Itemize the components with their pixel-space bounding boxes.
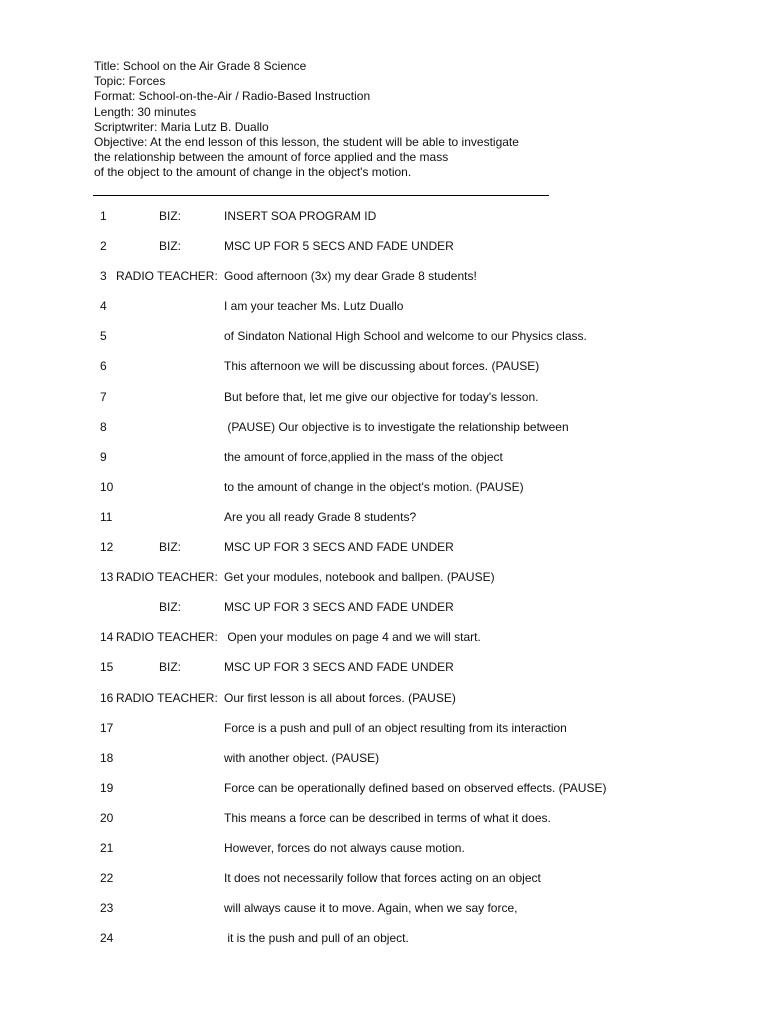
- script-line-text: (PAUSE) Our objective is to investigate the relationship between: [224, 419, 569, 434]
- line-number: 24: [100, 931, 114, 946]
- speaker-label: RADIO TEACHER:: [116, 630, 218, 645]
- line-number: 1: [100, 209, 107, 223]
- script-row: [0, 600, 768, 630]
- title-line: Title: School on the Air Grade 8 Science: [94, 59, 307, 73]
- script-line-text: This means a force can be described in terms of what it does.: [224, 810, 551, 825]
- line-number: 5: [100, 329, 107, 344]
- line-number: 8: [100, 419, 107, 434]
- script-row: [0, 510, 768, 540]
- objective-line-2: the relationship between the amount of force applied and the mass: [94, 150, 449, 165]
- script-line-text: MSC UP FOR 3 SECS AND FADE UNDER: [224, 540, 454, 555]
- script-line-text: Force is a push and pull of an object resulting from its interaction: [224, 720, 567, 735]
- script-row: [0, 269, 768, 299]
- objective-line-3: of the object to the amount of change in the object's motion.: [94, 165, 412, 180]
- script-row: [0, 329, 768, 359]
- script-row: [0, 931, 768, 961]
- script-line-text: It does not necessarily follow that forces acting on an object: [224, 871, 541, 886]
- script-row: [0, 871, 768, 901]
- line-number: 10: [100, 479, 114, 494]
- script-row: [0, 209, 768, 239]
- script-row: [0, 480, 768, 510]
- script-row: [0, 420, 768, 450]
- speaker-label: BIZ:: [159, 600, 182, 615]
- line-number: 11: [100, 509, 113, 524]
- script-line-text: to the amount of change in the object's motion. (PAUSE): [224, 479, 524, 494]
- script-line-text: will always cause it to move. Again, when we say force,: [224, 901, 518, 916]
- line-number: 16: [100, 690, 114, 705]
- script-line-text: Force can be operationally defined based on observed effects. (PAUSE): [224, 780, 607, 795]
- script-header: [94, 59, 654, 181]
- script-line-text: MSC UP FOR 3 SECS AND FADE UNDER: [224, 660, 454, 675]
- header-divider: [93, 195, 549, 196]
- line-number: 19: [100, 780, 114, 795]
- line-number: 6: [100, 359, 107, 374]
- script-row: [0, 751, 768, 781]
- line-number: 2: [100, 239, 107, 254]
- topic-line: Topic: Forces: [94, 74, 166, 89]
- line-number: 9: [100, 449, 107, 464]
- script-line-text: But before that, let me give our objective for today's lesson.: [224, 389, 539, 404]
- script-line-text: Are you all ready Grade 8 students?: [224, 509, 417, 524]
- line-number: 21: [100, 840, 114, 855]
- script-line-text: INSERT SOA PROGRAM ID: [224, 209, 377, 223]
- script-row: [0, 299, 768, 329]
- script-row: [0, 781, 768, 811]
- line-number: 17: [100, 720, 114, 735]
- line-number: 18: [100, 750, 114, 765]
- script-line-text: with another object. (PAUSE): [224, 750, 380, 765]
- script-line-text: of Sindaton National High School and welcome to our Physics class.: [224, 329, 587, 344]
- script-line-text: I am your teacher Ms. Lutz Duallo: [224, 299, 404, 314]
- line-number: 14: [100, 630, 114, 645]
- script-row: [0, 721, 768, 751]
- script-row: [0, 390, 768, 420]
- format-line: Format: School-on-the-Air / Radio-Based Instruction: [94, 89, 371, 104]
- length-line: Length: 30 minutes: [94, 104, 197, 119]
- speaker-label: RADIO TEACHER:: [116, 570, 218, 585]
- script-row: [0, 841, 768, 871]
- script-row: [0, 630, 768, 660]
- script-line-text: Open your modules on page 4 and we will start.: [224, 630, 481, 645]
- script-row: [0, 570, 768, 600]
- script-row: [0, 691, 768, 721]
- line-number: 20: [100, 810, 114, 825]
- line-number: 23: [100, 901, 114, 916]
- speaker-label: RADIO TEACHER:: [116, 269, 218, 284]
- line-number: 4: [100, 299, 107, 314]
- speaker-label: BIZ:: [159, 540, 182, 555]
- script-row: [0, 450, 768, 480]
- script-line-text: Our first lesson is all about forces. (PAUSE): [224, 690, 456, 705]
- script-line-text: Get your modules, notebook and ballpen. (PAUSE): [224, 570, 495, 585]
- script-line-text: Good afternoon (3x) my dear Grade 8 students!: [224, 269, 477, 284]
- line-number: 22: [100, 871, 114, 886]
- speaker-label: BIZ:: [159, 660, 182, 675]
- script-row: [0, 540, 768, 570]
- script-row: [0, 811, 768, 841]
- script-row: [0, 660, 768, 690]
- line-number: 3: [100, 269, 107, 284]
- speaker-label: BIZ:: [159, 209, 182, 223]
- script-body: [0, 209, 768, 961]
- script-line-text: However, forces do not always cause motion.: [224, 840, 465, 855]
- speaker-label: BIZ:: [159, 239, 182, 254]
- line-number: 7: [100, 389, 107, 404]
- script-line-text: MSC UP FOR 3 SECS AND FADE UNDER: [224, 600, 454, 615]
- script-row: [0, 359, 768, 389]
- objective-line-1: Objective: At the end lesson of this lesson, the student will be able to investigate: [94, 135, 519, 150]
- line-number: 15: [100, 660, 114, 675]
- script-line-text: MSC UP FOR 5 SECS AND FADE UNDER: [224, 239, 454, 254]
- script-line-text: it is the push and pull of an object.: [224, 931, 409, 946]
- script-line-text: This afternoon we will be discussing about forces. (PAUSE): [224, 359, 540, 374]
- scriptwriter-line: Scriptwriter: Maria Lutz B. Duallo: [94, 119, 269, 134]
- script-line-text: the amount of force,applied in the mass of the object: [224, 449, 503, 464]
- script-row: [0, 901, 768, 931]
- line-number: 13: [100, 570, 114, 585]
- line-number: 12: [100, 540, 114, 555]
- script-row: [0, 239, 768, 269]
- speaker-label: RADIO TEACHER:: [116, 690, 218, 705]
